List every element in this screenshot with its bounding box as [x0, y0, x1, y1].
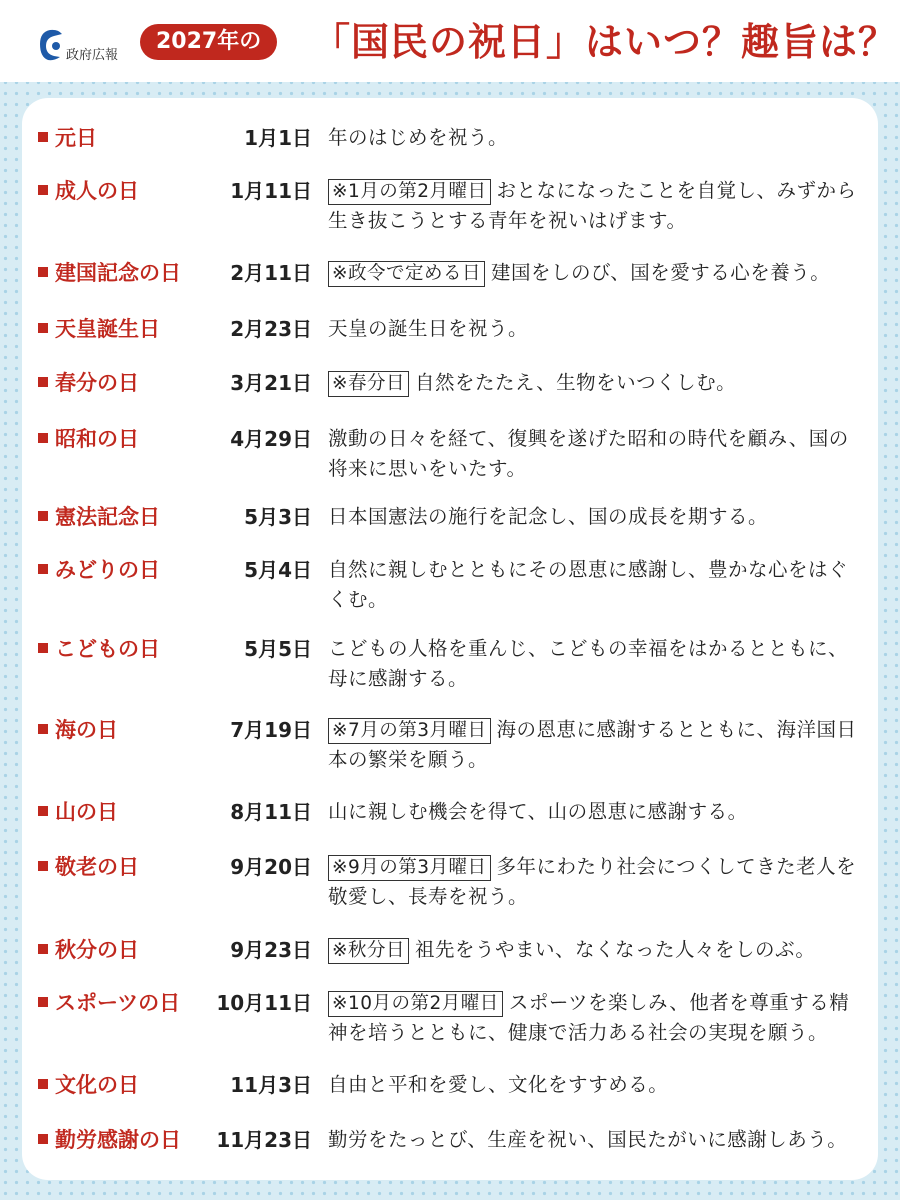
holiday-date: 4月29日 [230, 427, 312, 451]
holiday-description-block [328, 424, 864, 484]
logo-mark-icon [36, 26, 64, 62]
holiday-purpose-text: 自然をたたえ、生物をいつくしむ。 [415, 371, 737, 394]
holiday-purpose-text: 自然に親しむとともにその恩恵に感謝し、豊かな心をはぐくむ。 [328, 558, 849, 611]
date-rule-box: ※9月の第3月曜日 [328, 855, 491, 881]
holiday-purpose-text: 山に親しむ機会を得て、山の恩恵に感謝する。 [328, 800, 748, 823]
holiday-name: スポーツの日 [38, 988, 180, 1018]
holiday-date: 10月11日 [216, 991, 312, 1015]
date-rule-box: ※10月の第2月曜日 [328, 991, 503, 1017]
holiday-description-block [328, 368, 864, 398]
holiday-date: 11月23日 [216, 1128, 312, 1152]
date-rule-box: ※1月の第2月曜日 [328, 179, 491, 205]
holiday-purpose-text: 海の恩恵に感謝するとともに、海洋国日本の繁栄を願う。 [328, 718, 857, 771]
holiday-description-block [328, 797, 864, 827]
holiday-date: 9月23日 [230, 938, 312, 962]
holiday-name: みどりの日 [38, 555, 160, 585]
holiday-list [22, 98, 878, 1180]
holiday-name: 建国記念の日 [38, 258, 181, 288]
holiday-name: 秋分の日 [38, 935, 139, 965]
holiday-name: 天皇誕生日 [38, 314, 160, 344]
holiday-purpose-text: 自由と平和を愛し、文化をすすめる。 [328, 1073, 669, 1096]
holiday-purpose-text: おとなになったことを自覚し、みずから生き抜こうとする青年を祝いはげます。 [328, 179, 857, 232]
holiday-name: こどもの日 [38, 634, 160, 664]
holiday-purpose-text: 日本国憲法の施行を記念し、国の成長を期する。 [328, 505, 769, 528]
holiday-description-block [328, 1070, 864, 1100]
date-rule-box: ※春分日 [328, 371, 409, 397]
holiday-name: 山の日 [38, 797, 118, 827]
holiday-name: 文化の日 [38, 1070, 139, 1100]
holiday-name: 勤労感謝の日 [38, 1125, 181, 1155]
holiday-date: 11月3日 [230, 1073, 312, 1097]
holiday-date: 2月11日 [230, 261, 312, 285]
holiday-description-block [328, 314, 864, 344]
holiday-description-block [328, 935, 864, 965]
holiday-purpose-text: 祖先をうやまい、なくなった人々をしのぶ。 [415, 938, 816, 961]
holiday-description-block [328, 502, 864, 532]
holiday-date: 2月23日 [230, 317, 312, 341]
header [0, 0, 900, 82]
holiday-name: 敬老の日 [38, 852, 139, 882]
date-rule-box: ※秋分日 [328, 938, 409, 964]
holiday-purpose-text: 年のはじめを祝う。 [328, 126, 509, 149]
holiday-purpose-text: 激動の日々を経て、復興を遂げた昭和の時代を顧み、国の将来に思いをいたす。 [328, 427, 849, 480]
holiday-name: 海の日 [38, 715, 118, 745]
holiday-date: 9月20日 [230, 855, 312, 879]
holiday-name: 春分の日 [38, 368, 139, 398]
date-rule-box: ※7月の第3月曜日 [328, 718, 491, 744]
holiday-purpose-text: 多年にわたり社会につくしてきた老人を敬愛し、長寿を祝う。 [328, 855, 857, 908]
holiday-purpose-text: 天皇の誕生日を祝う。 [328, 317, 529, 340]
holiday-date: 7月19日 [230, 718, 312, 742]
holiday-name: 憲法記念日 [38, 502, 160, 532]
holiday-description-block [328, 258, 864, 288]
year-badge: 2027年の [140, 24, 277, 60]
holiday-description-block [328, 176, 864, 236]
holiday-description-block [328, 555, 864, 615]
holiday-date: 5月4日 [244, 558, 312, 582]
holiday-name: 昭和の日 [38, 424, 139, 454]
holiday-date: 5月3日 [244, 505, 312, 529]
holiday-purpose-text: こどもの人格を重んじ、こどもの幸福をはかるとともに、母に感謝する。 [328, 637, 849, 690]
holiday-purpose-text: 建国をしのび、国を愛する心を養う。 [491, 261, 831, 284]
holiday-description-block [328, 715, 864, 775]
date-rule-box: ※政令で定める日 [328, 261, 485, 287]
holiday-description-block [328, 988, 864, 1048]
holiday-purpose-text: スポーツを楽しみ、他者を尊重する精神を培うとともに、健康で活力ある社会の実現を願う。 [328, 991, 850, 1044]
government-pr-logo [36, 26, 119, 66]
holiday-description-block [328, 634, 864, 694]
holiday-date: 1月1日 [244, 126, 312, 150]
holiday-date: 1月11日 [230, 179, 312, 203]
logo-text: 政府広報 [66, 48, 119, 63]
page-title: 「国民の祝日」はいつ？趣旨は？ [312, 20, 898, 64]
holiday-purpose-text: 勤労をたっとび、生産を祝い、国民たがいに感謝しあう。 [328, 1128, 848, 1151]
holiday-description-block [328, 1125, 864, 1155]
holiday-date: 5月5日 [244, 637, 312, 661]
holiday-description-block [328, 123, 864, 153]
holiday-description-block [328, 852, 864, 912]
holiday-name: 元日 [38, 123, 97, 153]
holiday-date: 8月11日 [230, 800, 312, 824]
holiday-date: 3月21日 [230, 371, 312, 395]
holiday-name: 成人の日 [38, 176, 139, 206]
